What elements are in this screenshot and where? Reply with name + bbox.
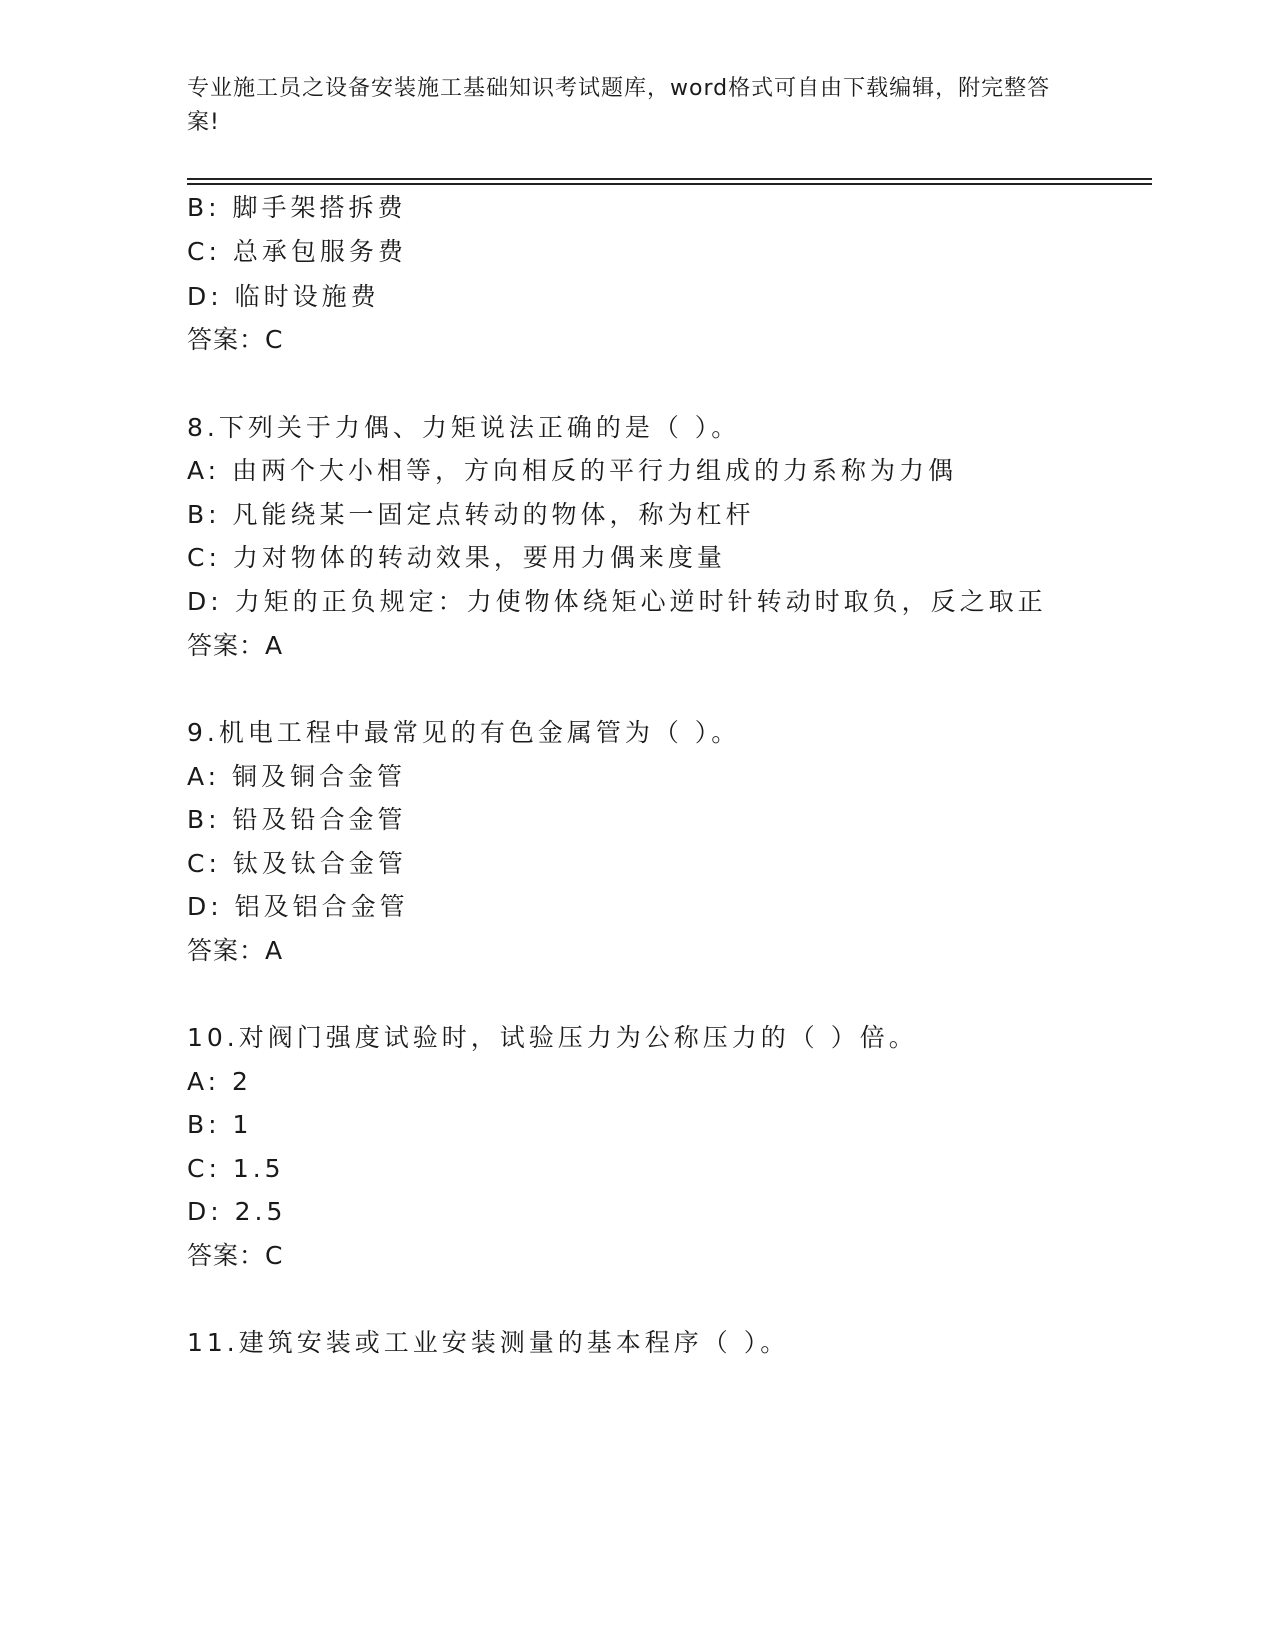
q10-answer: 答案：C: [187, 1241, 284, 1270]
q9-answer: 答案：A: [187, 936, 284, 965]
q9-option-c: C: 钛及钛合金管: [187, 849, 407, 878]
q8-answer: 答案：A: [187, 631, 284, 660]
q8-question: 8.下列关于力偶、力矩说法正确的是（ ）。: [187, 413, 741, 442]
q9-option-a: A: 铜及铜合金管: [187, 762, 407, 791]
q7-option-b: B: 脚手架搭拆费: [187, 193, 407, 222]
header-divider-top: [187, 178, 1152, 180]
q11-question: 11.建筑安装或工业安装测量的基本程序（ ）。: [187, 1328, 790, 1357]
q7-option-d: D: 临时设施费: [187, 282, 380, 311]
q9-option-b: B: 铅及铅合金管: [187, 805, 407, 834]
q9-option-d: D: 铝及铝合金管: [187, 892, 409, 921]
header-divider-bottom: [187, 183, 1152, 185]
q10-option-d: D: 2.5: [187, 1197, 287, 1226]
q8-option-d: D: 力矩的正负规定：力使物体绕矩心逆时针转动时取负，反之取正: [187, 587, 1047, 616]
q10-option-b: B: 1: [187, 1110, 253, 1139]
q7-option-c: C: 总承包服务费: [187, 237, 407, 266]
q10-option-a: A: 2: [187, 1067, 252, 1096]
q9-question: 9.机电工程中最常见的有色金属管为（ ）。: [187, 718, 741, 747]
q7-answer: 答案：C: [187, 325, 284, 354]
q8-option-c: C: 力对物体的转动效果，要用力偶来度量: [187, 543, 726, 572]
q10-question: 10.对阀门强度试验时，试验压力为公称压力的（ ）倍。: [187, 1023, 918, 1052]
q8-option-a: A: 由两个大小相等，方向相反的平行力组成的力系称为力偶: [187, 456, 958, 485]
q10-option-c: C: 1.5: [187, 1154, 285, 1183]
document-header: 专业施工员之设备安装施工基础知识考试题库，word格式可自由下载编辑，附完整答案!: [187, 76, 1051, 135]
q8-option-b: B: 凡能绕某一固定点转动的物体，称为杠杆: [187, 500, 755, 529]
